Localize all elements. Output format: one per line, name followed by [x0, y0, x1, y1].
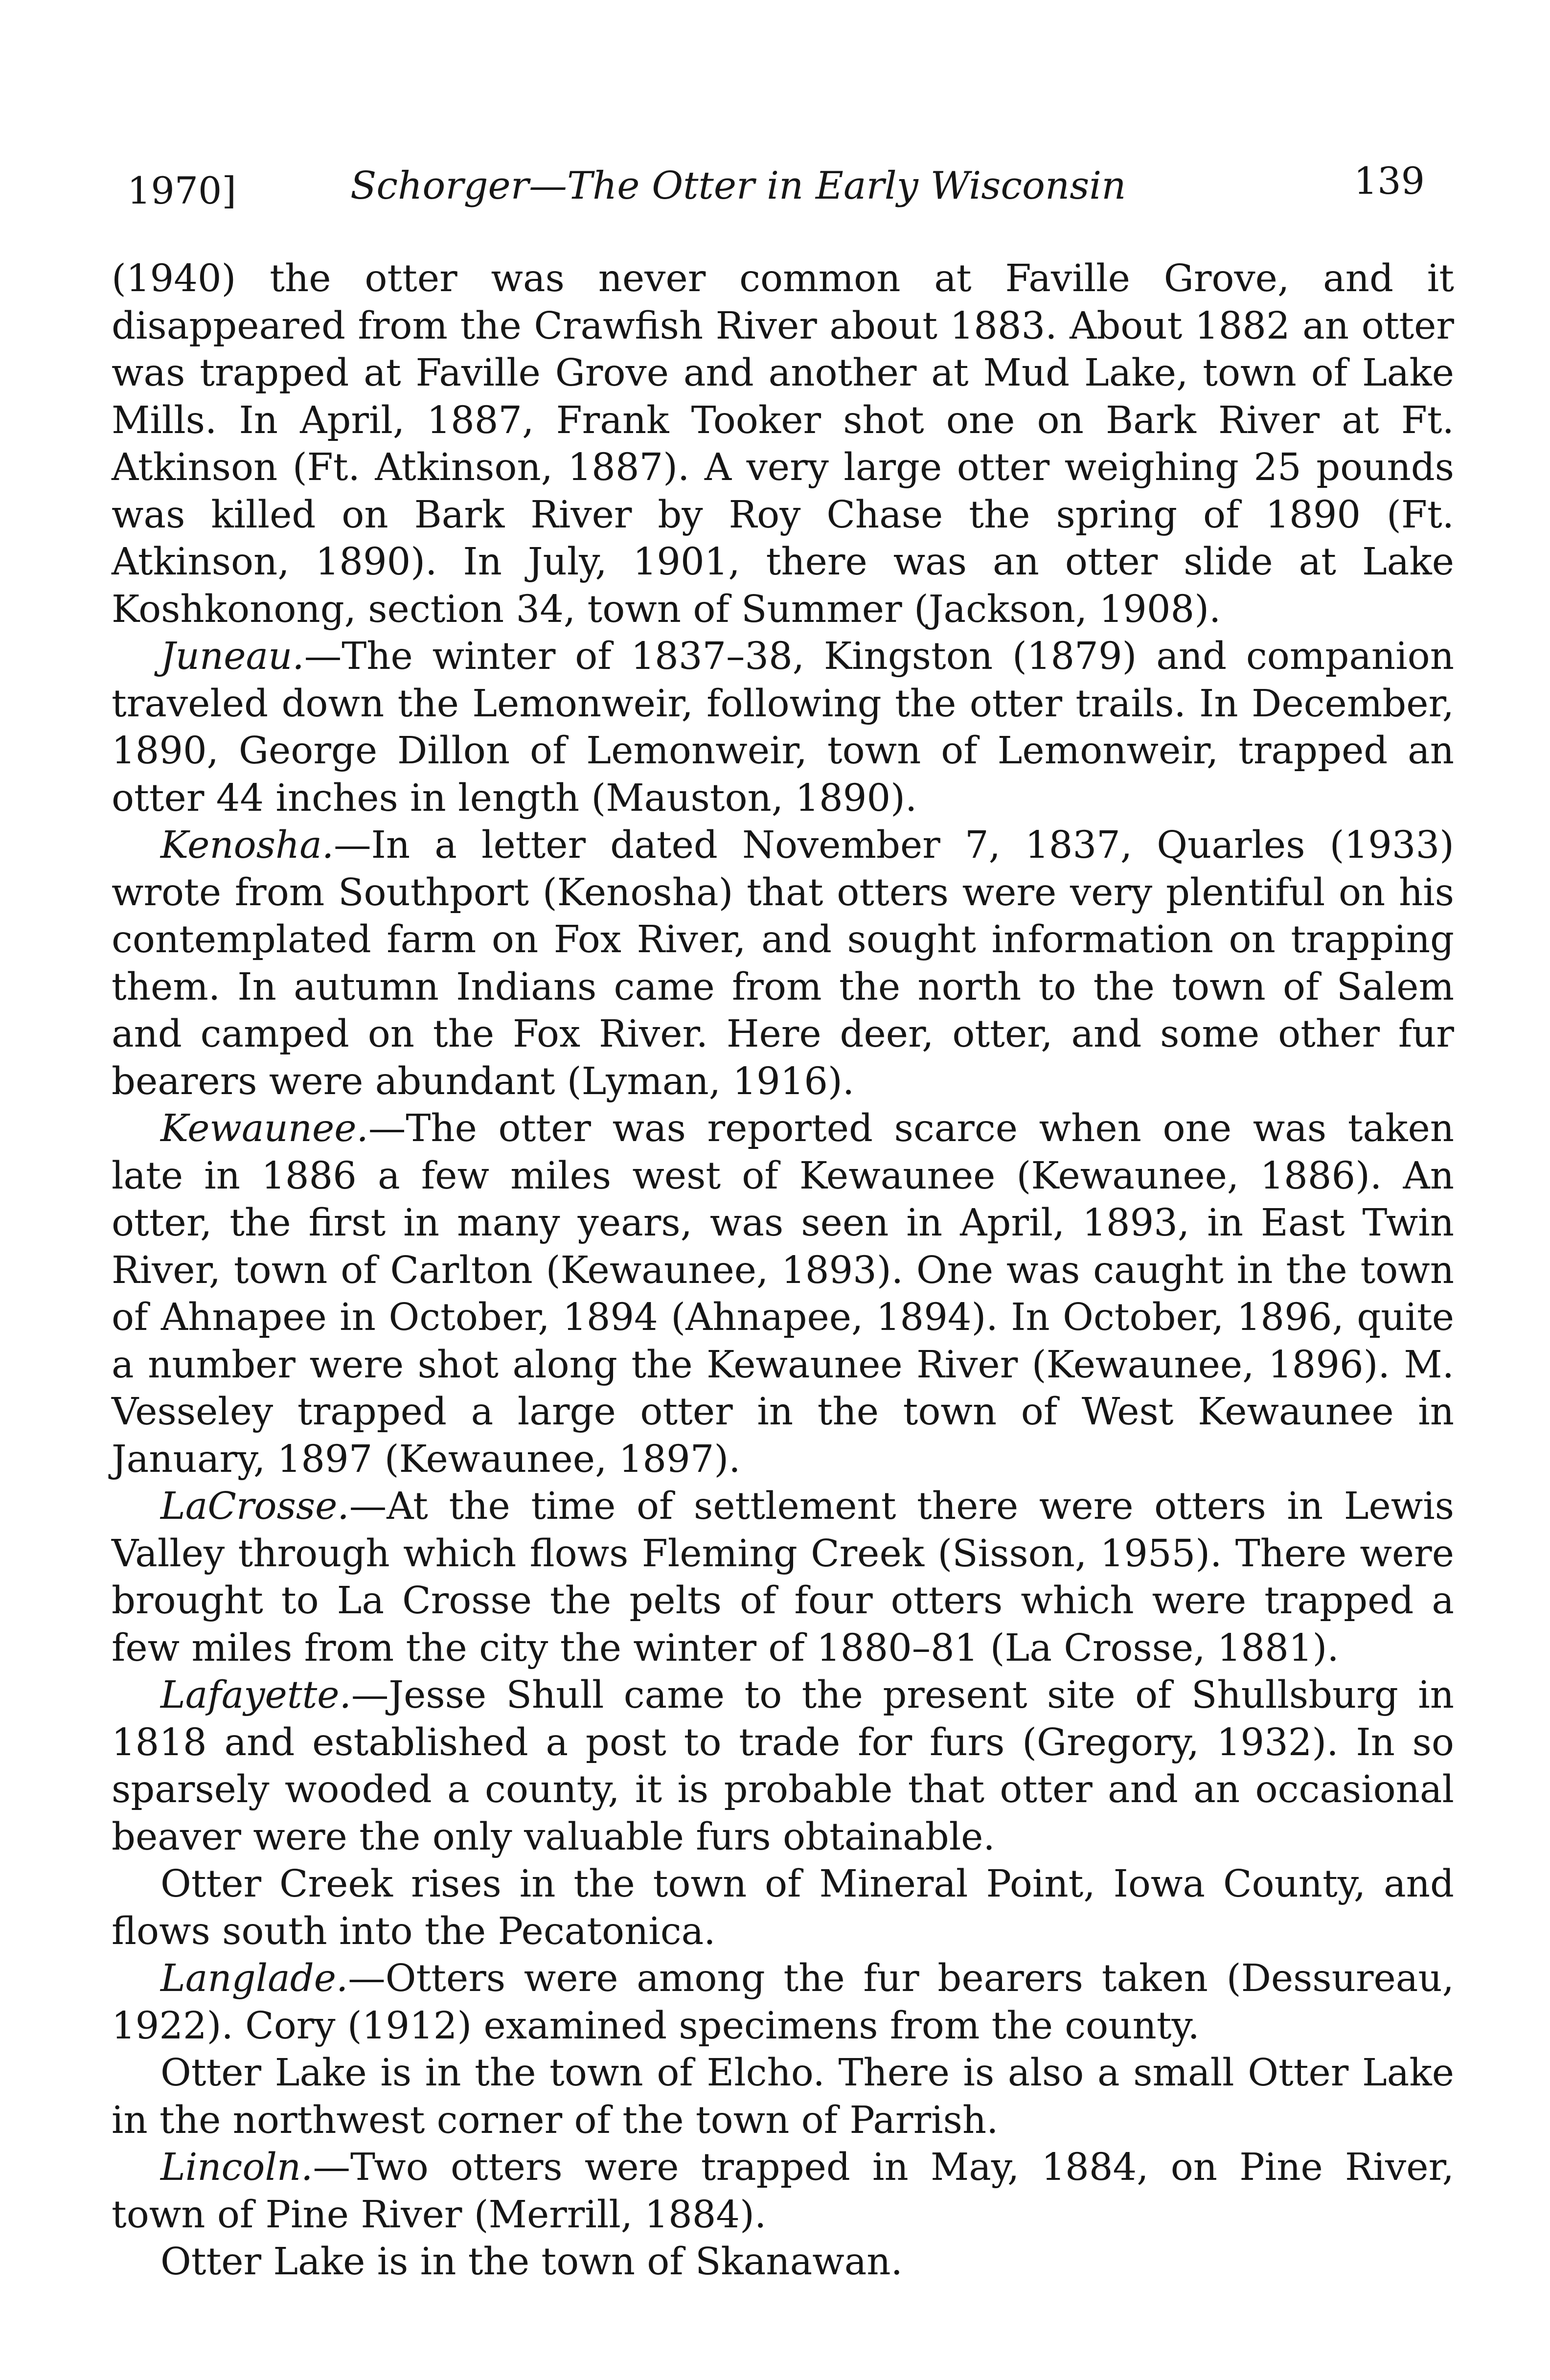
paragraph-otter-lake-elcho	[112, 2050, 1454, 2144]
paragraph-text: (1940) the otter was never common at Faville Grove, and it disappeared from the Crawfish River about 1883. About 1882 an otter was trapped at Faville Grove and another at Mud Lake, town of Lake Mills. In April, 1887, Frank Tooker shot one on Bark River at Ft. Atkinson (Ft. Atkinson, 1887). A very large otter weighing 25 pounds was killed on Bark River by Roy Chase the spring of 1890 (Ft. Atkinson, 1890). In July, 1901, there was an otter slide at Lake Koshkonong, section 34, town of Summer (Jackson, 1908).	[112, 257, 1454, 631]
county-heading: Kewaunee.	[160, 1107, 368, 1150]
body-text	[112, 255, 1454, 2286]
county-heading: LaCrosse.	[160, 1485, 349, 1528]
paragraph-langlade	[112, 1955, 1454, 2050]
paragraph-juneau	[112, 633, 1454, 822]
paragraph-text: —In a letter dated November 7, 1837, Quarles (1933) wrote from Southport (Kenosha) that otters were very plentiful on his contemplated farm on Fox River, and sought information on trapping them. In autumn Indians came from the north to the town of Salem and camped on the Fox River. Here deer, otter, and some other fur bearers were abundant (Lyman, 1916).	[112, 824, 1454, 1103]
paragraph-lincoln	[112, 2144, 1454, 2239]
paragraph-otter-creek	[112, 1861, 1454, 1955]
page	[112, 142, 1454, 2286]
paragraph-text: Otter Lake is in the town of Elcho. There is also a small Otter Lake in the northwest corner of the town of Parrish.	[112, 2051, 1454, 2142]
page-number: 139	[1353, 159, 1425, 203]
paragraph-kewaunee	[112, 1105, 1454, 1483]
running-head	[112, 142, 1454, 212]
paragraph-otter-lake-skanawan	[112, 2239, 1454, 2286]
paragraph-text: Otter Lake is in the town of Skanawan.	[160, 2240, 903, 2284]
paragraph-text: —Otters were among the fur bearers taken (Dessureau, 1922). Cory (1912) examined specimens from the county.	[112, 1957, 1454, 2048]
county-heading: Lincoln.	[160, 2146, 313, 2189]
volume-year: 1970]	[127, 169, 237, 212]
paragraph-lafayette	[112, 1672, 1454, 1861]
paragraph-text: —The otter was reported scarce when one was taken late in 1886 a few miles west of Kewaunee (Kewaunee, 1886). An otter, the first in many years, was seen in April, 1893, in East Twin River, town of Carlton (Kewaunee, 1893). One was caught in the town of Ahnapee in October, 1894 (Ahnapee, 1894). In October, 1896, quite a number were shot along the Kewaunee River (Kewaunee, 1896). M. Vesseley trapped a large otter in the town of West Kewaunee in January, 1897 (Kewaunee, 1897).	[112, 1107, 1454, 1481]
county-heading: Lafayette.	[160, 1673, 351, 1717]
county-heading: Juneau.	[160, 635, 304, 678]
paragraph-continuation	[112, 255, 1454, 633]
paragraph-text: —Two otters were trapped in May, 1884, on Pine River, town of Pine River (Merrill, 1884).	[112, 2146, 1454, 2237]
paragraph-kenosha	[112, 822, 1454, 1105]
paragraph-text: —Jesse Shull came to the present site of Shullsburg in 1818 and established a post to trade for furs (Gregory, 1932). In so sparsely wooded a county, it is probable that otter and an occasional beaver were the only valuable furs obtainable.	[112, 1673, 1454, 1859]
county-heading: Kenosha.	[160, 824, 334, 867]
county-heading: Langlade.	[160, 1957, 348, 2000]
running-title: Schorger—The Otter in Early Wisconsin	[350, 164, 1126, 208]
paragraph-text: Otter Creek rises in the town of Mineral Point, Iowa County, and flows south into the Pecatonica.	[112, 1862, 1454, 1953]
paragraph-lacrosse	[112, 1483, 1454, 1672]
paragraph-text: —The winter of 1837–38, Kingston (1879) and companion traveled down the Lemonweir, following the otter trails. In December, 1890, George Dillon of Lemonweir, town of Lemonweir, trapped an otter 44 inches in length (Mauston, 1890).	[112, 635, 1454, 820]
paragraph-text: —At the time of settlement there were otters in Lewis Valley through which flows Fleming Creek (Sisson, 1955). There were brought to La Crosse the pelts of four otters which were trapped a few miles from the city the winter of 1880–81 (La Crosse, 1881).	[112, 1485, 1454, 1670]
